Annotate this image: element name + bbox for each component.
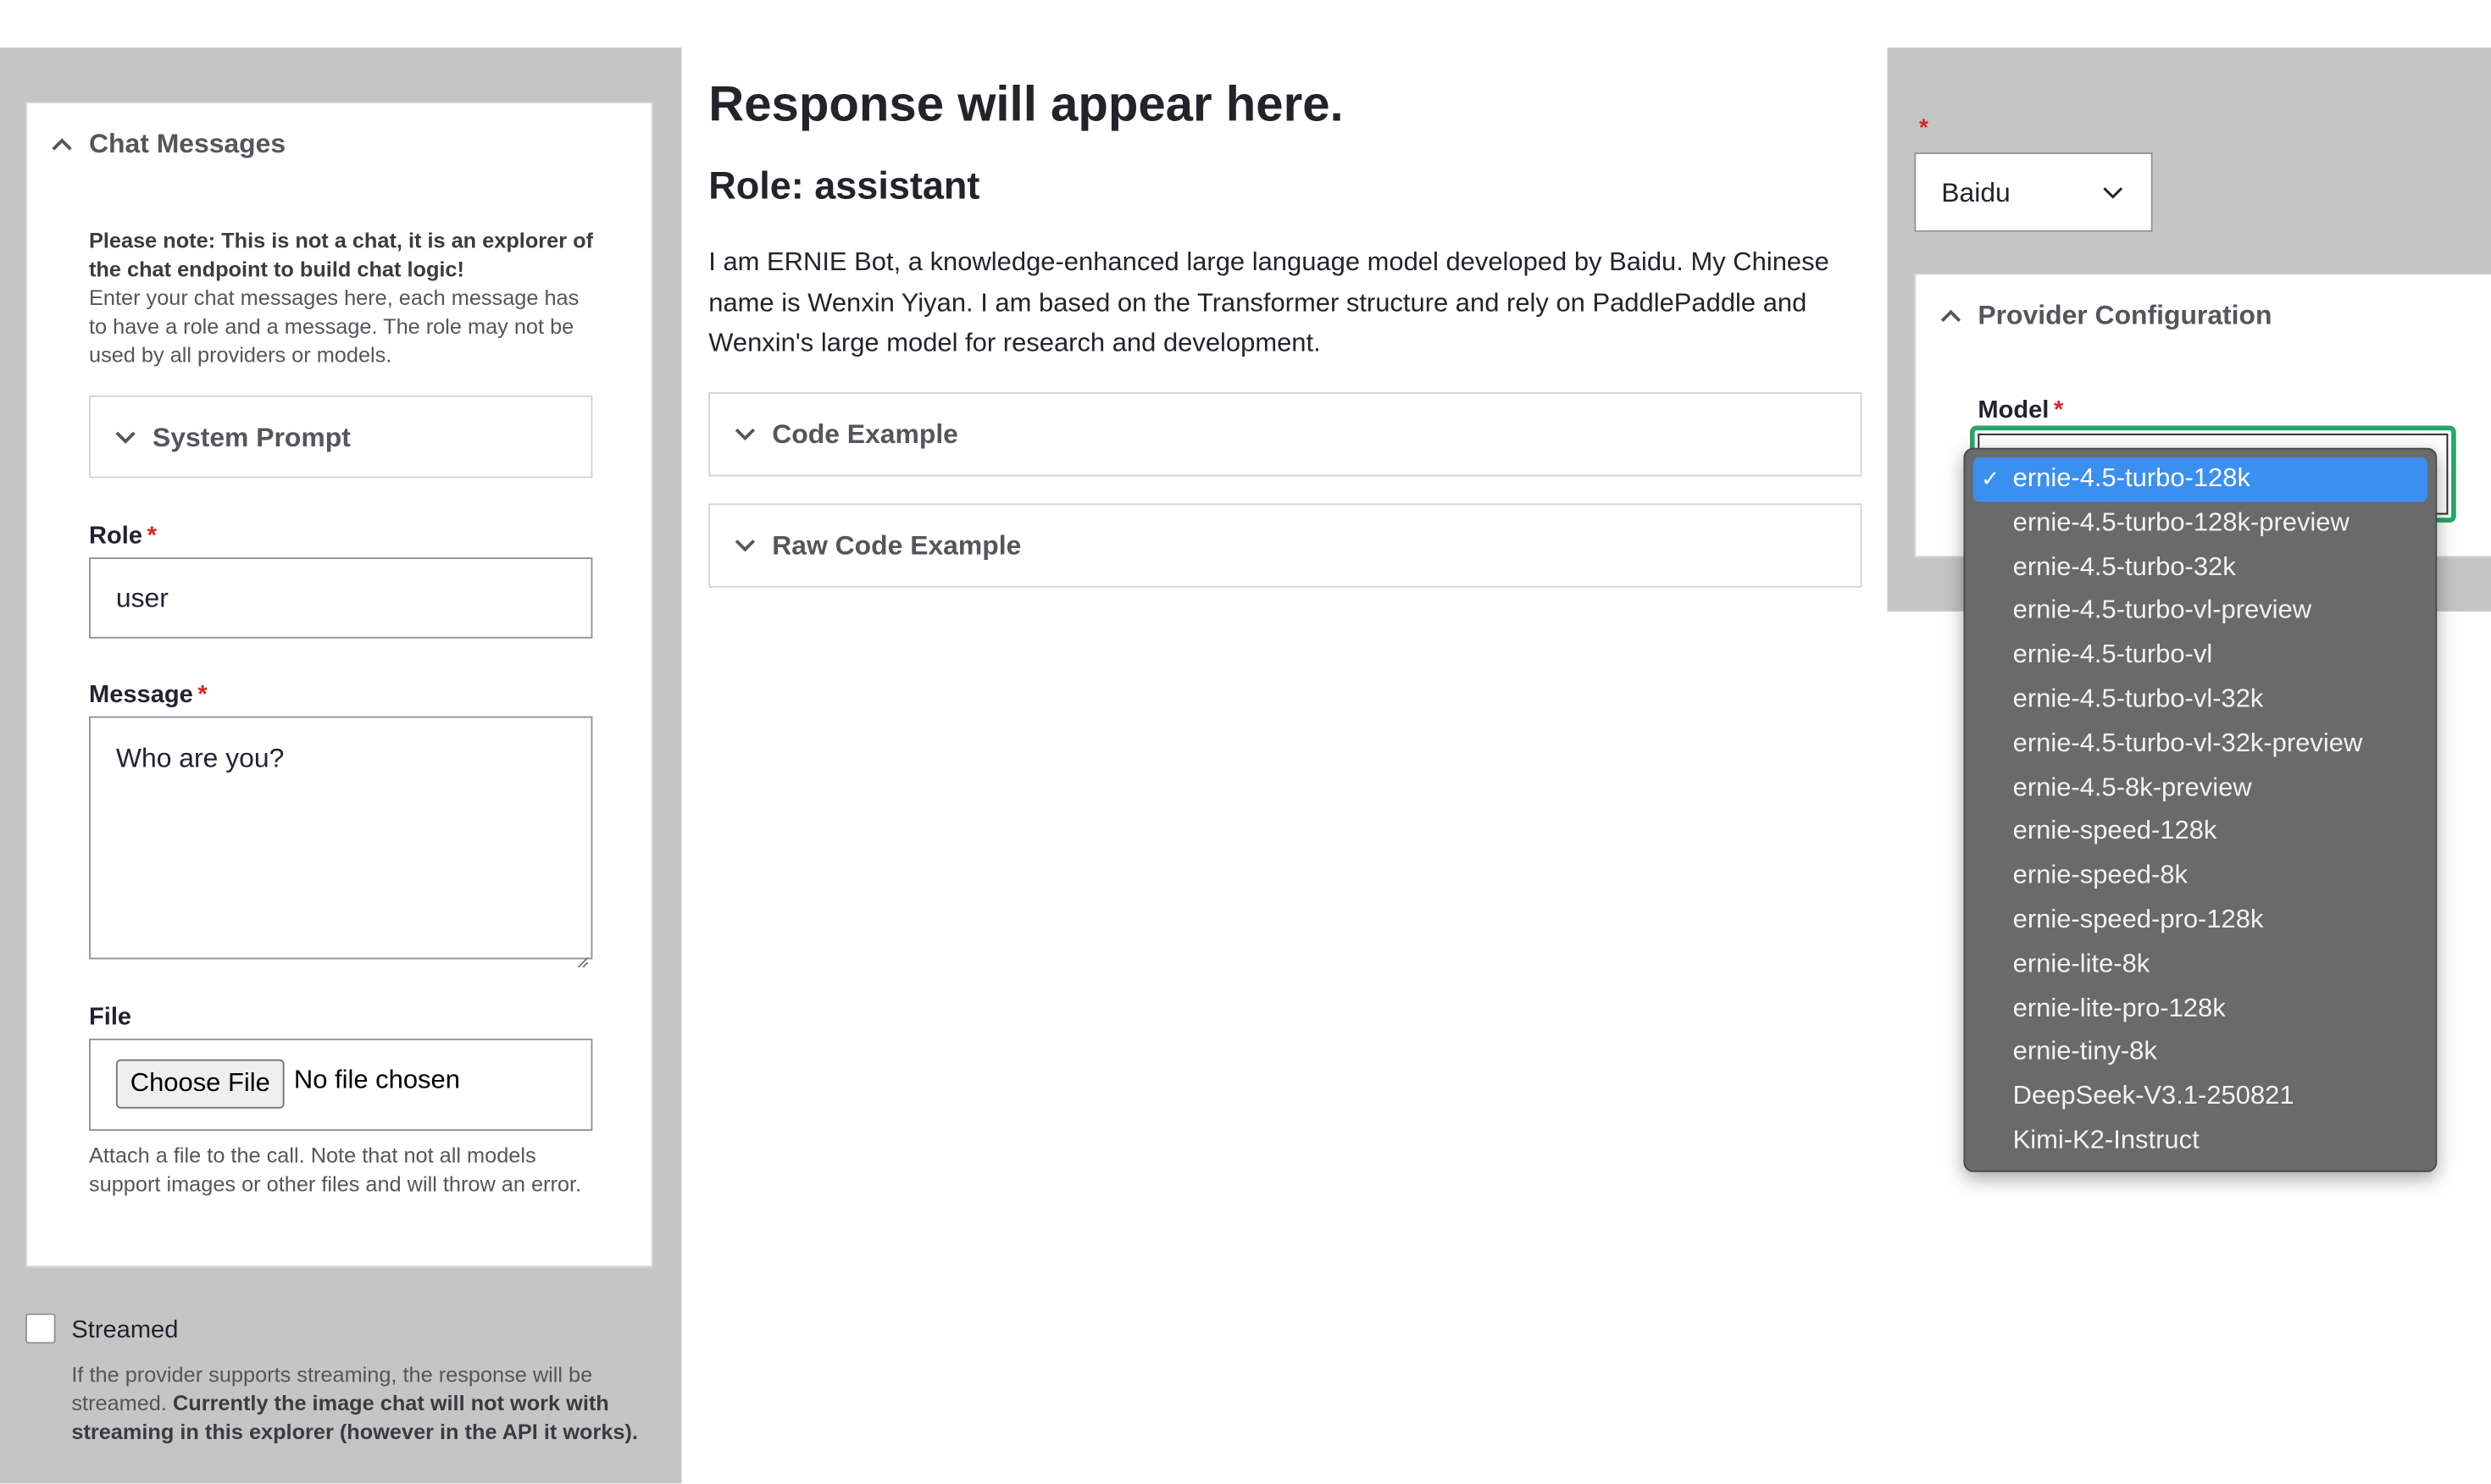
model-option-label: ernie-4.5-turbo-vl	[2012, 640, 2213, 669]
message-value: Who are you?	[115, 743, 285, 774]
chevron-up-icon[interactable]	[49, 132, 75, 158]
code-example-accordion[interactable]	[708, 392, 1861, 476]
model-option[interactable]	[1973, 678, 2427, 723]
model-option[interactable]	[1973, 545, 2427, 590]
streamed-desc-text: If the provider supports streaming, the response will be streamed.	[71, 1362, 593, 1415]
required-mark: *	[147, 522, 157, 550]
chat-messages-title[interactable]: Chat Messages	[89, 128, 286, 159]
file-description: Attach a file to the call. Note that not all models support images or other files and will throw an error.	[89, 1143, 582, 1196]
chevron-down-icon	[732, 421, 757, 446]
provider-required-mark: *	[1919, 114, 1928, 141]
file-status: No file chosen	[293, 1066, 460, 1094]
model-option-label: ernie-speed-pro-128k	[2012, 905, 2264, 934]
model-option-label: ernie-lite-pro-128k	[2012, 993, 2226, 1022]
response-text: I am ERNIE Bot, a knowledge-enhanced large language model developed by Baidu. My Chinese name is Wenxin Yiyan. I am based on the Transformer structure and rely on PaddlePaddle and Wenxin's large model for research and development.	[708, 247, 1829, 357]
resize-handle-icon[interactable]	[577, 944, 590, 956]
model-option[interactable]	[1973, 501, 2427, 545]
model-option-label: ernie-speed-8k	[2012, 861, 2188, 890]
model-option-label: DeepSeek-V3.1-250821	[2012, 1082, 2294, 1110]
model-label	[1978, 397, 2063, 426]
system-prompt-accordion[interactable]	[89, 396, 592, 479]
chevron-down-icon	[732, 532, 757, 557]
model-option-label: ernie-4.5-turbo-128k	[2012, 463, 2250, 493]
file-input[interactable]	[89, 1038, 592, 1131]
response-title: Response will appear here.	[708, 76, 1344, 132]
chat-messages-card	[25, 102, 653, 1267]
model-option-label: ernie-4.5-8k-preview	[2012, 772, 2252, 802]
chat-note-bold: Please note: This is not a chat, it is an explorer of the chat endpoint to build chat logic!	[89, 229, 594, 281]
required-mark: *	[2053, 396, 2064, 424]
model-option[interactable]	[1973, 855, 2427, 899]
model-option[interactable]	[1973, 811, 2427, 855]
chevron-down-icon	[2100, 180, 2126, 205]
streamed-checkbox[interactable]	[25, 1314, 56, 1344]
raw-code-example-accordion[interactable]	[708, 503, 1861, 587]
provider-select[interactable]	[1914, 152, 2152, 232]
model-option-label: ernie-4.5-turbo-vl-32k-preview	[2012, 728, 2363, 757]
role-label	[89, 523, 157, 551]
message-label	[89, 681, 208, 710]
model-label-text: Model	[1978, 396, 2050, 424]
model-option[interactable]	[1973, 1120, 2427, 1164]
model-option[interactable]	[1973, 590, 2427, 634]
code-example-title: Code Example	[772, 419, 958, 450]
chevron-down-icon	[113, 424, 138, 450]
model-option-label: Kimi-K2-Instruct	[2012, 1126, 2200, 1155]
model-option-label: ernie-tiny-8k	[2012, 1038, 2157, 1066]
model-option-label: ernie-4.5-turbo-vl-32k	[2012, 684, 2264, 713]
model-option-label: ernie-lite-8k	[2012, 949, 2150, 978]
model-option[interactable]	[1973, 457, 2427, 501]
file-label: File	[89, 1004, 132, 1031]
provider-config-title[interactable]: Provider Configuration	[1978, 300, 2272, 330]
chat-input-panel	[0, 47, 681, 1483]
model-option[interactable]	[1973, 1032, 2427, 1076]
choose-file-button[interactable]: Choose File	[116, 1060, 285, 1109]
role-heading: Role: assistant	[708, 165, 980, 208]
model-option-label: ernie-4.5-turbo-128k-preview	[2012, 507, 2350, 537]
model-option[interactable]	[1973, 634, 2427, 678]
role-input[interactable]: user	[89, 557, 592, 639]
model-option-label: ernie-4.5-turbo-vl-preview	[2012, 595, 2312, 625]
model-option[interactable]	[1973, 987, 2427, 1031]
chevron-up-icon[interactable]	[1939, 303, 1964, 329]
model-option-label: ernie-4.5-turbo-32k	[2012, 551, 2236, 581]
message-textarea[interactable]	[89, 717, 592, 960]
system-prompt-title: System Prompt	[153, 422, 351, 453]
model-option[interactable]	[1973, 723, 2427, 767]
chat-note	[89, 227, 597, 370]
required-mark: *	[197, 681, 208, 709]
streamed-label[interactable]: Streamed	[71, 1316, 179, 1344]
model-option[interactable]	[1973, 767, 2427, 811]
raw-code-example-title: Raw Code Example	[772, 530, 1022, 561]
model-dropdown-list[interactable]	[1964, 448, 2438, 1172]
checkmark-icon: ✓	[1981, 465, 2000, 491]
streamed-desc-bold: Currently the image chat will not work with streaming in this explorer (however in the API it works).	[71, 1391, 638, 1444]
chat-note-text: Enter your chat messages here, each message has to have a role and a message. The role may not be used by all providers or models.	[89, 285, 580, 368]
model-option[interactable]	[1973, 943, 2427, 987]
message-label-text: Message	[89, 681, 193, 709]
model-option[interactable]	[1973, 1076, 2427, 1120]
streamed-description	[71, 1361, 651, 1447]
provider-value: Baidu	[1941, 178, 2011, 208]
model-option[interactable]	[1973, 899, 2427, 943]
role-label-text: Role	[89, 522, 142, 550]
model-option-label: ernie-speed-128k	[2012, 817, 2217, 846]
